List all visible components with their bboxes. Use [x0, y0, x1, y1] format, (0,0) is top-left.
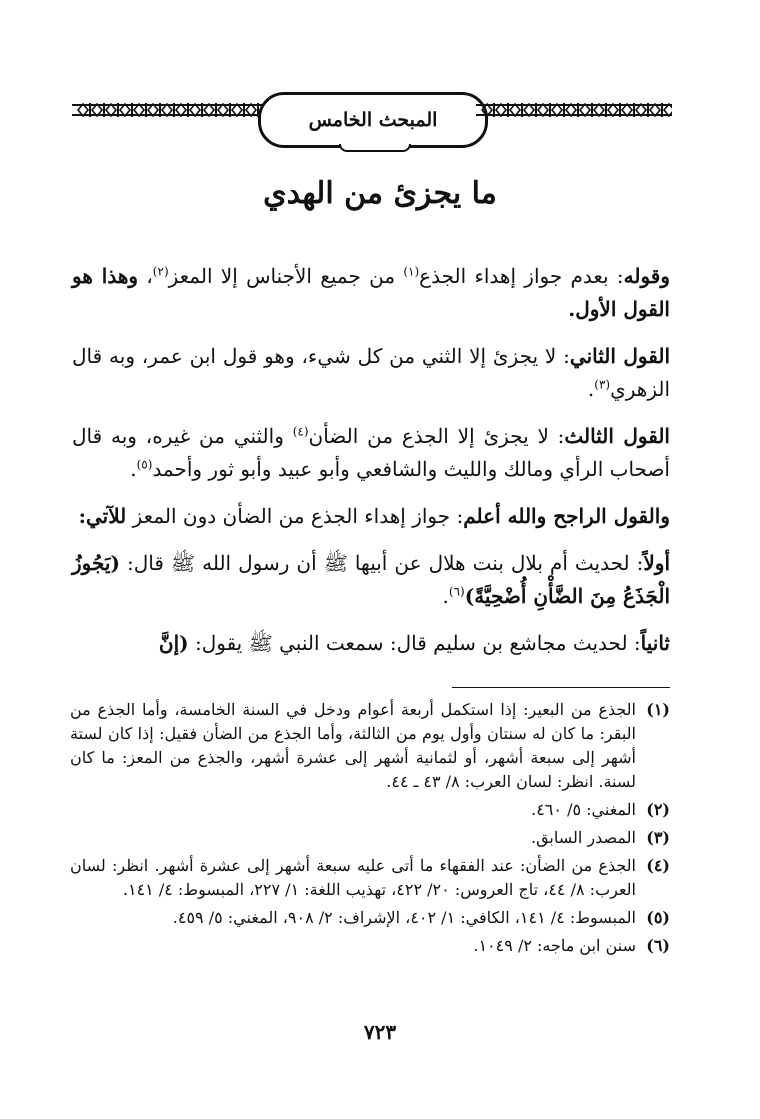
- para-text: .: [130, 457, 137, 481]
- para-lead: القول الثاني: [569, 344, 670, 368]
- paragraph-1: [72, 260, 670, 326]
- para-text: : لحديث أم بلال بنت هلال عن أبيها ﷺ أن رسول الله ﷺ قال:: [119, 551, 644, 575]
- section-title: ما يجزئ من الهدي: [263, 176, 497, 211]
- para-bold-text: للآتي:: [78, 504, 127, 528]
- footnote-text: المصدر السابق.: [530, 828, 636, 847]
- para-lead: ثانياً: [640, 631, 670, 655]
- paragraph-6: [72, 627, 670, 660]
- para-lead: وقوله: [623, 264, 671, 288]
- page-number: ٧٢٣: [363, 1020, 397, 1044]
- chapter-header-band: [72, 92, 672, 144]
- para-text: ،: [138, 264, 153, 288]
- chapter-label-frame: [258, 92, 488, 148]
- footnote-text: المبسوط: ٤/ ١٤١، الكافي: ١/ ٤٠٢، الإشراف: ٢/ ٩٠٨، المغني: ٥/ ٤٥٩.: [172, 908, 636, 927]
- footnote-text: الجذع من الضأن: عند الفقهاء ما أتى عليه سبعة أشهر إلى عشرة أشهر. انظر: لسان العرب: ٨/ ٤٤، تاج العروس: ٢٠/ ٤٢٢، تهذيب اللغة: ١/ ٢٢٧، المبسوط: ٤/ ١٤١.: [70, 856, 636, 899]
- para-text: : بعدم جواز إهداء الجذع: [419, 264, 624, 288]
- footnote-number: (٤): [646, 856, 670, 875]
- footnote-ref[interactable]: (٤): [292, 424, 309, 439]
- footnote-text: المغني: ٥/ ٤٦٠.: [531, 800, 636, 819]
- paragraph-3: [72, 420, 670, 486]
- footnote-ref[interactable]: (١): [403, 264, 420, 279]
- footnote-number: (٥): [646, 908, 670, 927]
- paragraph-4: [72, 500, 670, 533]
- para-bold-text: وهذا هو القول الأول.: [72, 264, 670, 321]
- footnote: [70, 798, 670, 822]
- footnote-ref[interactable]: (٣): [594, 377, 611, 392]
- footnotes: [70, 698, 670, 962]
- hadith-quote: (إنَّ: [158, 631, 189, 655]
- paragraph-5: [72, 547, 670, 613]
- footnote-number: (٢): [646, 800, 670, 819]
- para-text: .: [587, 377, 595, 401]
- paragraph-2: [72, 340, 670, 406]
- footnote-number: (١): [646, 700, 670, 719]
- para-lead: القول الثالث: [564, 424, 670, 448]
- footnote: [70, 698, 670, 794]
- footnote-ref[interactable]: (٢): [152, 264, 169, 279]
- footnote-ref[interactable]: (٦): [448, 584, 465, 599]
- footnote: [70, 906, 670, 930]
- footnote-separator: [452, 687, 670, 688]
- chapter-label: المبحث الخامس: [308, 109, 438, 131]
- para-text: : لحديث مجاشع بن سليم قال: سمعت النبي ﷺ يقول:: [188, 631, 641, 655]
- para-text: : جواز إهداء الجذع من الضأن دون المعز: [126, 504, 464, 528]
- footnote-text: الجذع من البعير: إذا استكمل أربعة أعوام ودخل في السنة الخامسة، وأما الجذع من البقر: ما كان له سنتان وأول يوم من الثالثة، وأما الجذع من الضأن فقيل: إذا كان لستة أشهر إلى سبعة أشهر، أو لثمانية أشهر إلى عشرة أشهر، والجذع من المعز: ما كان لسنة. انظر: لسان العرب: ٨/ ٤٣ ـ ٤٤.: [70, 700, 637, 791]
- para-text: .: [442, 584, 449, 608]
- right-ornament-border: [476, 102, 672, 118]
- body-text: [72, 260, 670, 674]
- para-text: من جميع الأجناس إلا المعز: [168, 264, 404, 288]
- footnote-ref[interactable]: (٥): [136, 457, 153, 472]
- para-lead: أولاً: [643, 551, 670, 575]
- footnote: [70, 934, 670, 958]
- footnote-number: (٣): [646, 828, 670, 847]
- footnote: [70, 854, 670, 902]
- para-text: : لا يجزئ إلا الثني من كل شيء، وهو قول ابن عمر، وبه قال الزهري: [72, 344, 670, 401]
- para-text: والثني من غيره، وبه قال أصحاب الرأي ومالك والليث والشافعي وأبو عبيد وأبو ثور وأحمد: [72, 424, 670, 481]
- footnote: [70, 826, 670, 850]
- para-text: : لا يجزئ إلا الجذع من الضأن: [308, 424, 565, 448]
- hadith-quote: (يَجُوزُ الْجَذَعُ مِنَ الضَّأْنِ أُضْحِيَّةً): [72, 551, 670, 608]
- footnote-number: (٦): [646, 936, 670, 955]
- left-ornament-border: [72, 102, 268, 118]
- para-lead: والقول الراجح والله أعلم: [463, 504, 670, 528]
- footnote-text: سنن ابن ماجه: ٢/ ١٠٤٩.: [473, 936, 636, 955]
